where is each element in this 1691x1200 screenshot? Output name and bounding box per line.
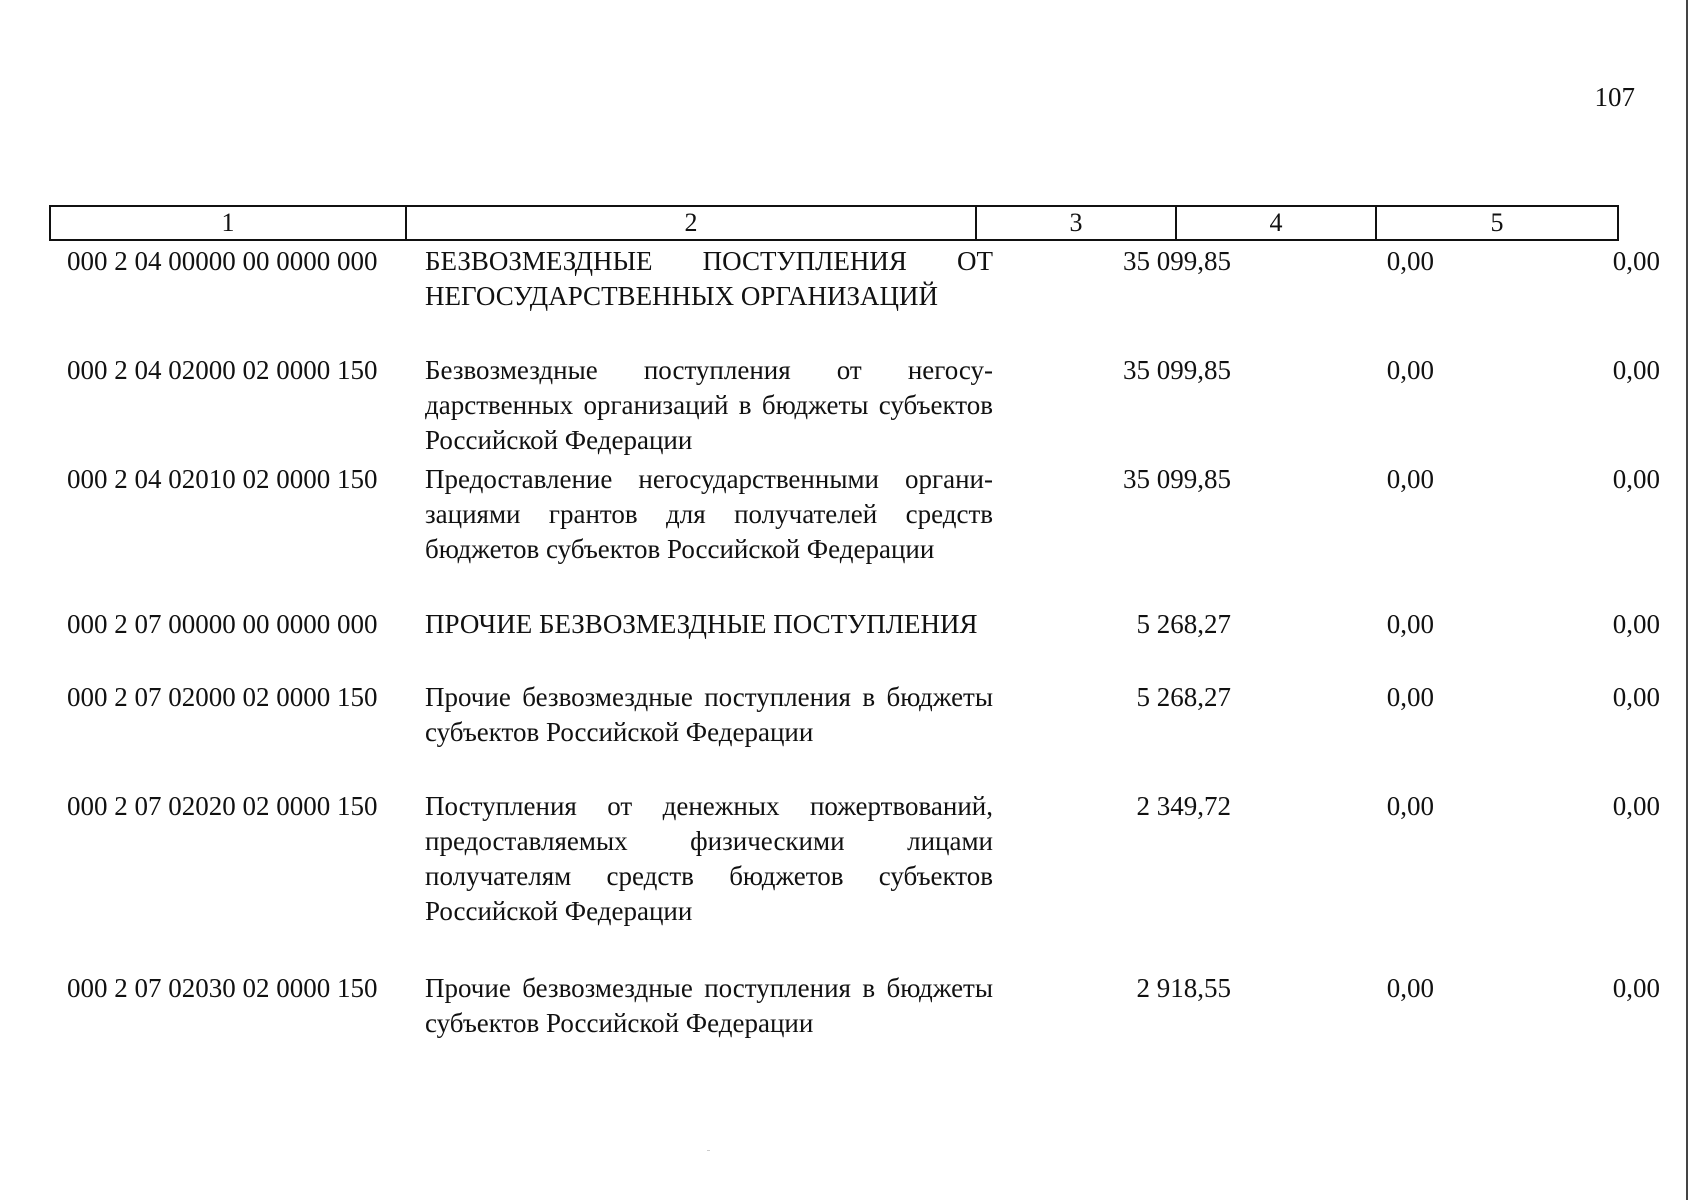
row-value-col5: 0,00 xyxy=(1612,355,1660,385)
table-body xyxy=(49,244,1660,1051)
row-description: Предоставление негосударственными организациями грантов для получателей средств бюджетов субъектов Российской Федерации xyxy=(425,464,993,564)
row-description: Поступления от денежных пожертвований, предоставляемых физическими лицами получателям средств бюджетов субъектов Российской Федерации xyxy=(425,791,993,926)
row-value-col4: 0,00 xyxy=(1386,973,1434,1003)
row-description: Прочие безвозмездные поступления в бюджеты субъектов Российской Федерации xyxy=(425,973,993,1038)
row-code: 000 2 04 02000 02 0000 150 xyxy=(67,355,378,385)
row-value-col3: 5 268,27 xyxy=(1136,682,1231,712)
table-header xyxy=(49,205,1619,241)
row-value-col3: 35 099,85 xyxy=(1123,464,1231,494)
row-value-col5: 0,00 xyxy=(1612,464,1660,494)
header-cell-3: 3 xyxy=(976,206,1176,240)
row-value-col4: 0,00 xyxy=(1386,682,1434,712)
table-row xyxy=(49,680,1660,789)
table-row xyxy=(49,462,1660,607)
row-code: 000 2 07 02000 02 0000 150 xyxy=(67,682,378,712)
row-value-col5: 0,00 xyxy=(1612,791,1660,821)
row-code: 000 2 07 02030 02 0000 150 xyxy=(67,973,378,1003)
header-cell-1: 1 xyxy=(50,206,406,240)
row-value-col3: 5 268,27 xyxy=(1136,609,1231,639)
header-cell-4: 4 xyxy=(1176,206,1376,240)
table-header-row xyxy=(50,206,1618,240)
row-value-col4: 0,00 xyxy=(1386,791,1434,821)
row-value-col3: 2 918,55 xyxy=(1136,973,1231,1003)
row-value-col5: 0,00 xyxy=(1612,609,1660,639)
table-row xyxy=(49,244,1660,353)
row-code: 000 2 04 02010 02 0000 150 xyxy=(67,464,378,494)
row-value-col3: 35 099,85 xyxy=(1123,355,1231,385)
row-value-col3: 35 099,85 xyxy=(1123,246,1231,276)
scan-speck xyxy=(707,1150,710,1151)
row-code: 000 2 07 00000 00 0000 000 xyxy=(67,609,378,639)
header-cell-2: 2 xyxy=(406,206,976,240)
row-value-col4: 0,00 xyxy=(1386,609,1434,639)
table-row xyxy=(49,353,1660,462)
row-value-col5: 0,00 xyxy=(1612,973,1660,1003)
row-code: 000 2 04 00000 00 0000 000 xyxy=(67,246,378,276)
page-number: 107 xyxy=(1594,82,1635,112)
row-code: 000 2 07 02020 02 0000 150 xyxy=(67,791,378,821)
table-row xyxy=(49,607,1660,680)
row-value-col4: 0,00 xyxy=(1386,464,1434,494)
row-value-col4: 0,00 xyxy=(1386,355,1434,385)
row-description: Безвозмездные поступления от негосударственных организаций в бюджеты субъектов Российской Федерации xyxy=(425,355,993,455)
row-value-col5: 0,00 xyxy=(1612,682,1660,712)
table-row xyxy=(49,789,1660,971)
row-description: Прочие безвозмездные поступления в бюджеты субъектов Российской Федерации xyxy=(425,682,993,747)
row-value-col3: 2 349,72 xyxy=(1136,791,1231,821)
header-cell-5: 5 xyxy=(1376,206,1618,240)
row-description: ПРОЧИЕ БЕЗВОЗМЕЗДНЫЕ ПОСТУПЛЕНИЯ xyxy=(425,609,978,639)
page-edge-line xyxy=(1686,0,1688,1200)
table-row xyxy=(49,971,1660,1051)
row-value-col5: 0,00 xyxy=(1612,246,1660,276)
row-value-col4: 0,00 xyxy=(1386,246,1434,276)
row-description: БЕЗВОЗМЕЗДНЫЕ ПОСТУПЛЕНИЯ ОТ НЕГОСУДАРСТВЕННЫХ ОРГАНИЗАЦИЙ xyxy=(425,246,993,311)
